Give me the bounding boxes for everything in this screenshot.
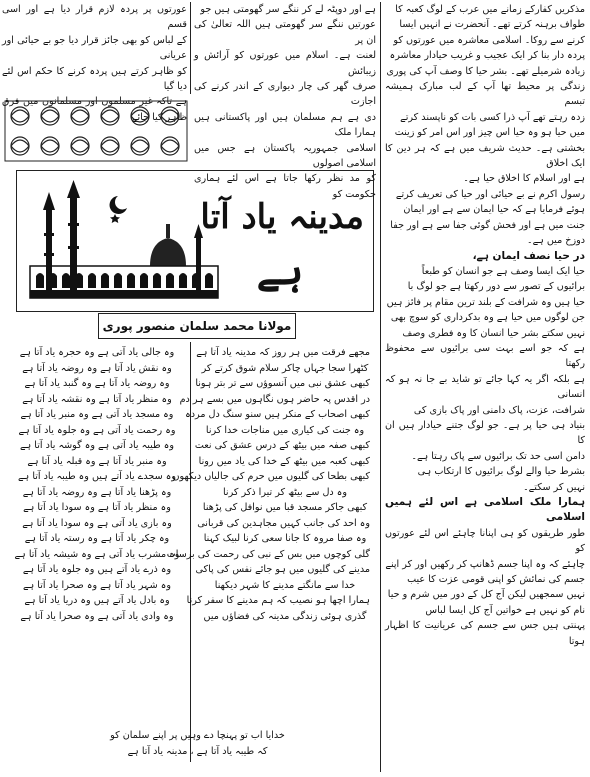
poem-line: وہ ذرے یاد آتے ہیں وہ جلوہ یاد آتا ہے — [22, 564, 172, 575]
text-line: نہیں کر سکتے۔ — [523, 481, 585, 493]
text-line: برائیوں کے تصور سے دور رکھتا ہے جو لوگ با — [407, 281, 585, 293]
poem-column-left — [12, 345, 182, 624]
text-line: صرف گھر کی چار دیواری کے اندر کرنے کی اجازت — [194, 81, 376, 108]
poem-column-right — [166, 345, 370, 624]
column-divider-top — [190, 2, 191, 94]
title-calligraphy — [200, 180, 368, 300]
ornament-motif — [41, 110, 59, 122]
text-line: عورتیں ننگے سر گھومتی ہیں اللہ تعالیٰ کی ان پر — [194, 19, 376, 46]
text-line: مذکریں کفارکے زمانے میں عرب کے لوگ کعبہ کا — [395, 4, 585, 15]
text-line: طواف برہنہ کرتے تھے۔ آنحضرت نے انہیں ایسا — [399, 19, 585, 31]
text-line: کو ظاہر کرتے ہیں پردہ کرنے کا حکم اس لئے دیا گیا — [2, 65, 187, 93]
poem-line: کٹھرا سجا جہاں چاکر سلام شوق کرتے کر — [201, 362, 369, 374]
poem-line: وہ روضہ یاد آتا ہے وہ گنبد یاد آتا ہے — [24, 378, 170, 389]
poem-line: کبھی صفہ میں بیٹھ کے درس عشق کی نعت — [194, 440, 370, 451]
text-line: ہے بلکہ اگر یہ کہا جائے تو شاید بے جا نہ ہو کہ انسانی — [385, 373, 585, 401]
poem-line: کبھی اصحاب کے منکر ہیں سنو سنگ دل مردہ — [185, 409, 370, 420]
text-line: ہے اور اسلام کا اخلاق حیا ہے۔ — [463, 173, 585, 185]
poem-line: وہ منبر یاد آتا ہے وہ قبلہ یاد آتا ہے — [27, 455, 167, 467]
poem-line: کبھی جاکر مسجد قبا میں نوافل کی پڑھنا — [202, 502, 368, 513]
mosque-arch — [36, 273, 44, 288]
crescent-icon — [110, 196, 127, 214]
text-line: ہمارا ملک اسلامی ہے اس لئے ہمیں اسلامی — [385, 496, 585, 524]
ornament-motif — [161, 140, 179, 152]
poem-line: کبھی بطحا کی گلیوں میں حرم کی جالیاں دیکھوں — [172, 471, 370, 482]
ornament-motif — [131, 110, 149, 122]
poem-line: وہ پڑھنا یاد آتا ہے وہ روضہ یاد آتا ہے — [22, 486, 172, 498]
mosque-arch — [192, 273, 200, 288]
poem-line: کبھی عشق نبی میں آنسوؤں سے تر بتر ہونا — [195, 378, 370, 389]
poem-line: وہ وادی یاد آتی ہے وہ صحرا یاد آتا ہے — [20, 610, 174, 622]
top-left-text-column — [2, 2, 187, 123]
poem-line: ہمارا اچھا ہو نصیب کہ ہم مدینے کا سفر کرنا — [186, 595, 370, 606]
closing-line: کہ طیبہ یاد آتا ہے ، مدینہ یاد آتا ہے — [127, 745, 268, 757]
ornament-motif — [11, 110, 29, 122]
text-line: ہے کہ جو اسے بہت سی برائیوں سے محفوظ رکھتا — [385, 342, 585, 370]
mosque-arch — [153, 273, 161, 288]
mosque-arch — [75, 273, 83, 288]
poem-line: وہ جالی یاد آتی ہے وہ حجرہ یاد آتا ہے — [19, 347, 175, 358]
poem-line: وہ مشرب یاد آتی ہے وہ شیشہ یاد آتا ہے — [14, 548, 180, 560]
poem-line: وہ رحمت یاد آتی ہے وہ جلوہ یاد آتا ہے — [18, 424, 176, 436]
text-line: عورتوں پر پردہ لازم قرار دیا ہے اور اسی قسم — [2, 4, 187, 31]
text-line: شرافت، عزت، پاک دامنی اور پاک بازی کی — [413, 404, 585, 416]
poem-line: در اقدس پہ حاضر ہوں نگاہوں میں بسے ہر دم — [179, 393, 370, 405]
text-line: پہنتی ہیں جس سے جسم کی عریانیت کا اظہار ہوتا — [385, 620, 585, 647]
poem-line: وہ منظر یاد آتا ہے وہ نقشہ یاد آتا ہے — [22, 393, 172, 405]
text-line: حیا ہیں وہ شرافت کے بلند ترین مقام پر فائز ہیں — [386, 296, 585, 308]
text-line: اسلامی جمہوریہ پاکستان ہے جس میں اسلامی اصولوں — [194, 142, 376, 170]
ornament-motif — [71, 140, 89, 152]
ornament-motif — [101, 140, 119, 152]
right-text-column — [385, 2, 585, 772]
text-line: نہیں سمجھیں لیکن آج کل کے دور میں شرم و حیا — [387, 589, 585, 601]
mosque-arch — [49, 273, 57, 288]
poem-line: وہ جنت کی کیاری میں مناجات خدا کرنا — [205, 424, 365, 436]
poem-line: وہ طیبہ یاد آتی ہے وہ گوشہ یاد آتا ہے — [20, 440, 174, 451]
text-line: دی ہے ہم مسلمان ہیں اور پاکستانی ہیں ہمارا ملک — [194, 111, 376, 139]
column-divider-right — [380, 2, 381, 772]
text-line: ہوئے فرمایا ہے کہ حیا ایمان سے ہے اور ایمان — [403, 204, 585, 216]
text-line: ہے تاکہ غیر مسلموں اور مسلمانوں میں فرق ظاہر کیا جائے — [2, 96, 187, 123]
poem-line: وہ منظر یاد آتا ہے وہ سودا یاد آتا ہے — [23, 502, 171, 513]
star-icon — [110, 214, 120, 223]
text-line: در حیا نصف ایمان ہے، — [472, 249, 585, 262]
text-line: رسول اکرم نے بے حیائی اور حیا کی تعریف کرتے — [395, 188, 585, 200]
poem-line: گذری ہوئی زندگی مدینہ کی فضاؤں میں — [203, 610, 367, 622]
text-line: لعنت ہے۔ اسلام میں عورتوں کو آرائش و زیبائش — [194, 50, 376, 77]
poem-line: وہ چکر یاد آتا ہے وہ رستہ یاد آتا ہے — [24, 533, 170, 544]
mosque-arch — [114, 273, 122, 288]
text-line: زیادہ شرمیلے تھے۔ بشر حیا کا وصف آپ کی پوری — [386, 65, 585, 77]
closing-couplet — [20, 728, 375, 759]
title-sub: ہے — [256, 247, 304, 294]
text-line: حیا ایک ایسا وصف ہے جو انسان کو طبعاً — [421, 265, 585, 277]
poem-line: وہ بادل یاد آتے ہیں وہ دریا یاد آتا ہے — [24, 595, 170, 606]
poem-line: وہ نقش یاد آتا ہے وہ روضہ یاد آتا ہے — [22, 362, 172, 374]
text-line: کرنے سے روکا۔ اسلامی معاشرہ میں عورتوں کو — [393, 34, 585, 46]
poem-line: گلی کوچوں میں بس کے نبی کی رحمت کی برسات — [166, 548, 370, 560]
poem-line: وہ بازی یاد آتی ہے وہ سودا یاد آتا ہے — [22, 517, 172, 529]
poem-line: وہ دل سے بیٹھ کر تیرا ذکر کرنا — [223, 486, 347, 498]
text-line: نہیں سکتے بشر حیا انسان کا وہ فطری وصف — [402, 327, 585, 339]
text-line: پردہ دار بنا کر ایک عجیب و غریب حیادار معاشرہ — [389, 50, 585, 62]
text-line: دامن اسی حد تک برائیوں سے پاک رہتا ہے۔ — [411, 450, 585, 462]
closing-line: خدایا اب تو پہنچا دے وہیں پر اپنے سلمان کو — [110, 730, 285, 741]
mosque-arch — [140, 273, 148, 288]
text-line: بشرط حیا والے لوگ برائیوں کا ارتکاب ہی — [417, 466, 585, 478]
ornament-motif — [101, 110, 119, 122]
mosque-arch — [88, 273, 96, 288]
mosque-arch — [166, 273, 174, 288]
text-line: نام کو نہیں ہے خواتین آج کل ایسا لباس — [425, 604, 585, 616]
ornament-motif — [161, 110, 179, 122]
text-line: طور طریقوں کو ہی اپنانا چاہئے اس لئے عورتوں کو — [385, 527, 585, 555]
ornament-motif — [11, 140, 29, 152]
decorative-ornament — [4, 100, 188, 162]
poem-line: خدا سے مانگتے مدینے کا شہر دیکھنا — [214, 579, 356, 591]
text-line: چاہئے کہ وہ اپنا جسم ڈھانپ کر رکھیں اور کر اپنے — [385, 558, 585, 570]
poem-line: وہ مسجد یاد آتی ہے وہ منبر یاد آتا ہے — [20, 409, 174, 420]
title-main: مدینہ یاد آتا — [200, 197, 364, 237]
poem-line: وہ شہر یاد آتا ہے وہ صحرا یاد آتا ہے — [23, 579, 171, 591]
mosque-illustration — [20, 178, 225, 306]
ornament-motif — [41, 140, 59, 152]
author-name: مولانا محمد سلمان منصور پوری — [98, 313, 296, 339]
mosque-arch — [179, 273, 187, 288]
poem-line: وہ صفا مروہ کا جانا سعی کرنا لبیک کہنا — [203, 533, 367, 544]
text-line: بخشتی ہے۔ حدیث شریف میں ہے کہ ہر دین کا ایک اخلاق — [385, 142, 585, 170]
mosque-arch — [62, 273, 70, 288]
mosque-arch — [101, 273, 109, 288]
text-line: میں حیا ہو وہ حیا اس چیز اور اس امر کو زینت — [394, 127, 585, 139]
text-line: زدہ رہتے تھے آپ ذرا کسی بات کو ناپسند کرتے — [400, 111, 585, 123]
poem-line: کبھی کعبہ میں بیٹھ کے خدا کی یاد میں رونا — [198, 455, 370, 467]
ornament-motif — [131, 140, 149, 152]
top-middle-text-column — [194, 2, 376, 200]
poem-line: وہ سجدے یاد آتے ہیں وہ طیبہ یاد آتا ہے — [18, 471, 176, 482]
mosque-arch — [127, 273, 135, 288]
text-line: جنت میں ہے اور فحش گوئی جفا سے ہے اور جفا — [390, 219, 585, 231]
text-line: جن لوگوں میں حیا ہے وہ بدکرداری کو سوچ بھی — [390, 312, 585, 324]
poem-line: مجھے فرقت میں ہر روز کہ مدینہ یاد آتا ہے — [196, 347, 370, 358]
poem-line: مدینے کی گلیوں میں ہو جائے نفس کی پاکی — [195, 564, 370, 575]
text-line: کو مد نظر رکھا جاتا ہے اس لئے ہماری حکومت کو — [194, 173, 376, 200]
text-line: کے لباس کو بھی جائز قرار دیا جو بے حیائی اور عریانی — [2, 34, 187, 62]
text-line: زندگی پر محیط تھا آپ کے لب مبارک ہمیشہ تبسم — [385, 81, 585, 108]
text-line: ہے اور دوپٹہ لے کر ننگے سر گھومتی ہیں جو — [200, 4, 376, 15]
text-line: دوزخ میں ہے۔ — [526, 235, 585, 247]
ornament-motif — [71, 110, 89, 122]
poem-line: وہ احد کی جانب کہیں مجاہدین کی قربانی — [197, 517, 370, 529]
text-line: جسم کی نمائش کو اپنی قومی عزت کا عیب — [407, 574, 585, 586]
text-line: بنیاد ہی حیا پر ہے۔ جو لوگ جتنے حیادار ہیں ان کا — [385, 419, 585, 447]
